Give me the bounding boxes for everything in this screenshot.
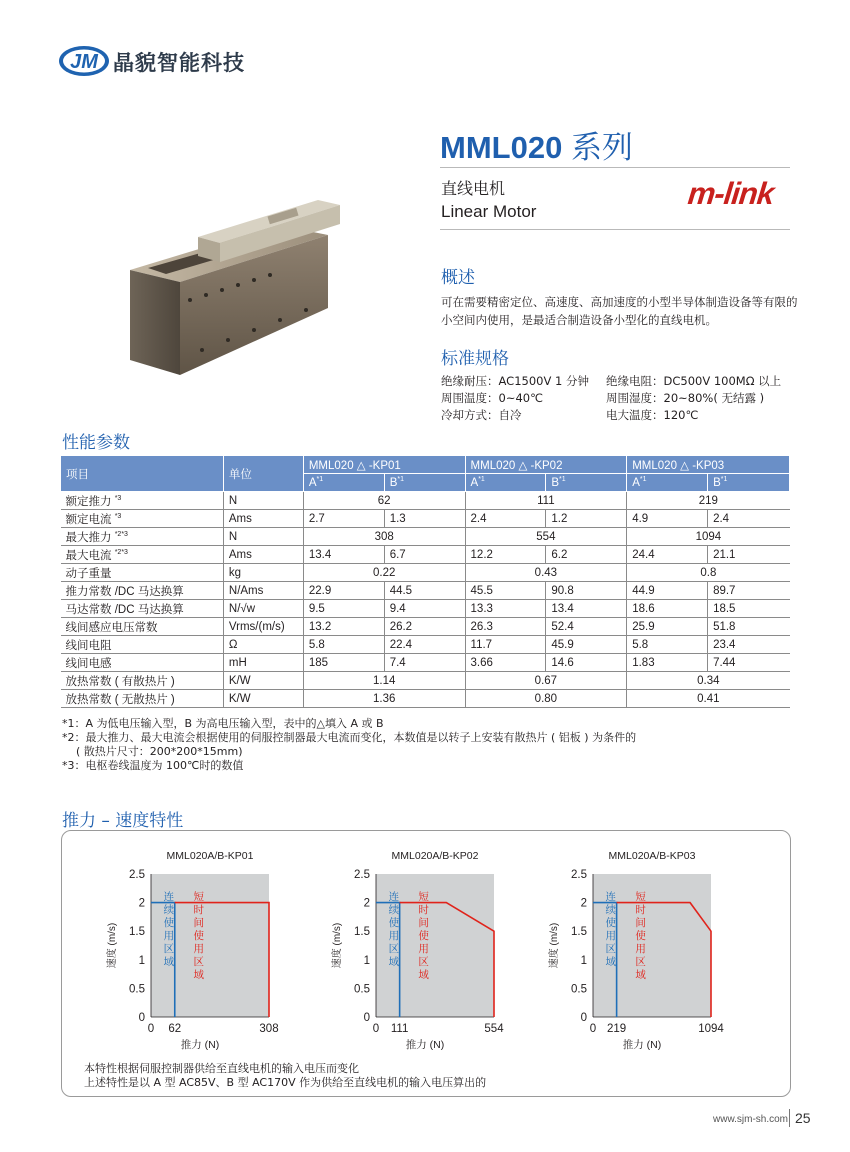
row-name: 线间感应电压常数 (65, 621, 158, 634)
y-tick-label: 1 (138, 954, 145, 967)
value-cell: 22.4 (384, 636, 465, 654)
company-name: 晶貌智能科技 (113, 51, 245, 75)
value-cell: 7.44 (708, 654, 790, 672)
y-tick-label: 0.5 (129, 983, 145, 996)
sub-header-note: *1 (639, 476, 647, 484)
table-row (61, 600, 790, 618)
note-line: ( 散热片尺寸：200*200*15mm) (62, 745, 243, 758)
note-line: *2：最大推力、最大电流会根据使用的伺服控制器最大电流而变化，本数值是以转子上安装有散热片 ( 铝板 ) 为条件的 (62, 731, 637, 744)
value-cell: 5.8 (303, 636, 384, 654)
value-cell: 4.9 (627, 510, 708, 528)
row-name: 最大推力 (65, 531, 112, 544)
value-cell: 0.41 (627, 690, 790, 708)
y-tick-label: 1 (363, 954, 370, 967)
table-row (61, 546, 790, 564)
row-name: 线间电阻 (65, 639, 112, 652)
value-cell: 51.8 (708, 618, 790, 636)
table-row (61, 654, 790, 672)
chart-note: 上述特性是以 A 型 AC85V、B 型 AC170V 作为供给至直线电机的输入电压算出的 (84, 1076, 487, 1089)
y-tick-label: 2 (363, 897, 370, 910)
table-row (61, 510, 790, 528)
y-tick-label: 1 (580, 954, 587, 967)
chart-title: MML020A/B-KP01 (166, 850, 254, 862)
value-cell: 21.1 (708, 546, 790, 564)
params-notes (62, 717, 636, 773)
y-tick-label: 1.5 (571, 926, 587, 939)
value-cell: 62 (303, 492, 465, 510)
row-note-ref: *3 (114, 512, 122, 520)
table-row (61, 618, 790, 636)
title-rule (440, 167, 790, 168)
unit-cell: N/√w (223, 600, 303, 618)
force-speed-chart (547, 850, 724, 1051)
sub-header-note: *1 (720, 476, 728, 484)
y-axis-label: 速度 (m/s) (332, 922, 343, 969)
row-name: 放热常数 ( 无散热片 ) (65, 693, 175, 706)
spec-item: 周围温度：0~40℃ (441, 391, 544, 405)
value-cell: 45.9 (546, 636, 627, 654)
svg-text:JM: JM (70, 51, 98, 73)
row-name-cell (61, 654, 224, 672)
value-cell: 13.4 (546, 600, 627, 618)
group-header: MML020 △ -KP03 (627, 456, 790, 474)
value-cell: 0.80 (465, 690, 627, 708)
row-name-cell (61, 564, 224, 582)
value-cell: 1094 (627, 528, 790, 546)
table-row (61, 492, 790, 510)
value-cell: 26.3 (465, 618, 546, 636)
value-cell: 7.4 (384, 654, 465, 672)
y-tick-label: 1.5 (354, 926, 370, 939)
value-cell: 6.2 (546, 546, 627, 564)
sub-header (465, 474, 546, 492)
y-tick-label: 0 (580, 1012, 587, 1024)
value-cell: 5.8 (627, 636, 708, 654)
unit-cell: K/W (223, 672, 303, 690)
note-line: *1：A 为低电压输入型，B 为高电压输入型，表中的△填入 A 或 B (62, 717, 384, 730)
unit-cell: Ams (223, 546, 303, 564)
continuous-region-label: 连续使用区域 (388, 891, 400, 968)
value-cell: 0.8 (627, 564, 790, 582)
row-name: 马达常数 /DC 马达换算 (65, 603, 184, 616)
y-tick-label: 0.5 (354, 983, 370, 996)
value-cell: 2.4 (465, 510, 546, 528)
sub-header-note: *1 (397, 476, 404, 484)
page-number: 25 (795, 1110, 811, 1126)
y-tick-label: 2.5 (571, 869, 587, 881)
sub-header-note: *1 (478, 476, 485, 484)
value-cell: 3.66 (465, 654, 546, 672)
col-item-header: 项目 (61, 456, 224, 492)
params-heading: 性能参数 (62, 433, 130, 453)
unit-cell: mH (223, 654, 303, 672)
chart-title: MML020A/B-KP02 (391, 850, 479, 862)
value-cell: 45.5 (465, 582, 546, 600)
y-axis-label: 速度 (m/s) (107, 922, 118, 969)
value-cell: 44.9 (627, 582, 708, 600)
x-tick-label: 111 (390, 1023, 409, 1035)
value-cell: 14.6 (546, 654, 627, 672)
spec-item: 绝缘耐压：AC1500V 1 分钟 (441, 374, 589, 388)
sub-header-label: B (551, 476, 560, 489)
value-cell: 219 (627, 492, 790, 510)
chart-title: MML020A/B-KP03 (608, 850, 696, 862)
spec-item: 绝缘电阻：DC500V 100MΩ 以上 (606, 374, 782, 388)
row-name: 放热常数 ( 有散热片 ) (65, 675, 175, 688)
value-cell: 18.5 (708, 600, 790, 618)
value-cell: 26.2 (384, 618, 465, 636)
unit-cell: Ω (223, 636, 303, 654)
series-model: MML020 (440, 130, 563, 165)
sub-header-note: *1 (316, 476, 324, 484)
subtitle-rule (440, 229, 790, 230)
value-cell: 89.7 (708, 582, 790, 600)
overview-text: 可在需要精密定位、高速度、高加速度的小型半导体制造设备等有限的小空间内使用，是最适合制造设备小型化的直线电机。 (441, 295, 798, 327)
short-time-region-label: 短时间使用区域 (635, 891, 646, 981)
short-time-region-label: 短时间使用区域 (193, 891, 205, 981)
sub-header (303, 474, 384, 492)
force-speed-chart (105, 850, 279, 1051)
series-suffix: 系列 (570, 130, 633, 165)
value-cell: 308 (303, 528, 465, 546)
force-speed-heading: 推力 – 速度特性 (62, 811, 184, 831)
value-cell: 185 (303, 654, 384, 672)
subtitle-cn: 直线电机 (441, 179, 506, 198)
value-cell: 0.67 (465, 672, 627, 690)
sub-header (546, 474, 627, 492)
table-row (61, 528, 790, 546)
value-cell: 1.14 (303, 672, 465, 690)
row-name: 动子重量 (65, 567, 112, 580)
row-note-ref: *2*3 (114, 548, 128, 556)
product-photo (118, 190, 348, 380)
brand-logo: m-link (686, 176, 776, 211)
value-cell: 44.5 (384, 582, 465, 600)
y-tick-label: 0 (363, 1012, 370, 1024)
row-note-ref: *3 (114, 494, 122, 502)
footer-url: www.sjm-sh.com (713, 1114, 789, 1125)
value-cell: 1.36 (303, 690, 465, 708)
spec-item: 电大温度：120℃ (606, 408, 699, 422)
value-cell: 23.4 (708, 636, 790, 654)
sub-header (708, 474, 790, 492)
sub-header-label: B (389, 476, 398, 489)
x-tick-label: 0 (372, 1023, 380, 1035)
sub-header-label: A (308, 476, 317, 489)
value-cell: 2.4 (708, 510, 790, 528)
chart-notes (84, 1062, 486, 1090)
continuous-region-label: 连续使用区域 (605, 891, 617, 968)
sub-header-label: A (632, 476, 640, 489)
value-cell: 0.34 (627, 672, 790, 690)
x-tick-label: 0 (589, 1023, 597, 1035)
x-tick-label: 0 (147, 1023, 155, 1035)
spec-item: 周围湿度：20~80%( 无结露 ) (606, 391, 765, 405)
value-cell: 13.4 (303, 546, 384, 564)
row-name: 额定电流 (65, 513, 112, 526)
value-cell: 24.4 (627, 546, 708, 564)
overview-heading: 概述 (441, 268, 475, 288)
table-row (61, 690, 790, 708)
y-tick-label: 2 (580, 897, 587, 910)
y-tick-label: 2.5 (129, 869, 145, 881)
value-cell: 0.22 (303, 564, 465, 582)
company-logo-icon (58, 44, 110, 78)
value-cell: 13.2 (303, 618, 384, 636)
table-row (61, 582, 790, 600)
x-axis-label: 推力 (N) (622, 1039, 662, 1051)
group-header: MML020 △ -KP01 (303, 456, 465, 474)
value-cell: 18.6 (627, 600, 708, 618)
row-name-cell (61, 618, 224, 636)
y-axis-label: 速度 (m/s) (549, 922, 560, 969)
value-cell: 22.9 (303, 582, 384, 600)
unit-cell: K/W (223, 690, 303, 708)
x-tick-label: 219 (607, 1023, 627, 1035)
sub-header (384, 474, 465, 492)
value-cell: 9.5 (303, 600, 384, 618)
chart-note: 本特性根据伺服控制器供给至直线电机的输入电压而变化 (84, 1062, 359, 1075)
value-cell: 111 (465, 492, 627, 510)
value-cell: 0.43 (465, 564, 627, 582)
y-tick-label: 0.5 (571, 983, 587, 996)
value-cell: 90.8 (546, 582, 627, 600)
row-name: 额定推力 (65, 495, 112, 508)
subtitle-en: Linear Motor (441, 202, 537, 221)
table-row (61, 636, 790, 654)
value-cell: 25.9 (627, 618, 708, 636)
row-name-cell (61, 690, 224, 708)
x-tick-label: 62 (168, 1023, 182, 1035)
sub-header (627, 474, 708, 492)
row-note-ref: *2*3 (114, 530, 128, 538)
unit-cell: N (223, 492, 303, 510)
table-row (61, 672, 790, 690)
row-name-cell (61, 636, 224, 654)
sub-header-note: *1 (559, 476, 566, 484)
row-name: 最大电流 (65, 549, 112, 562)
y-tick-label: 1.5 (129, 926, 145, 939)
x-axis-label: 推力 (N) (405, 1039, 445, 1051)
value-cell: 52.4 (546, 618, 627, 636)
y-tick-label: 2.5 (354, 869, 370, 881)
continuous-region-label: 连续使用区域 (163, 891, 175, 968)
unit-cell: kg (223, 564, 303, 582)
row-name: 推力常数 /DC 马达换算 (65, 585, 184, 598)
row-name: 线间电感 (65, 657, 112, 670)
value-cell: 554 (465, 528, 627, 546)
standard-heading: 标准规格 (441, 349, 509, 369)
value-cell: 13.3 (465, 600, 546, 618)
value-cell: 11.7 (465, 636, 546, 654)
value-cell: 2.7 (303, 510, 384, 528)
force-speed-charts (61, 830, 789, 1060)
value-cell: 9.4 (384, 600, 465, 618)
note-line: *3：电枢卷线温度为 100℃时的数值 (62, 759, 244, 772)
value-cell: 1.2 (546, 510, 627, 528)
value-cell: 6.7 (384, 546, 465, 564)
sub-header-label: A (470, 476, 479, 489)
params-table (60, 455, 790, 708)
value-cell: 12.2 (465, 546, 546, 564)
row-name-cell (61, 492, 224, 510)
x-tick-label: 1094 (698, 1023, 724, 1035)
row-name-cell (61, 528, 224, 546)
series-title (440, 122, 633, 167)
footer-divider (789, 1109, 790, 1127)
sub-header-label: B (713, 476, 721, 489)
unit-cell: N/Ams (223, 582, 303, 600)
table-row (61, 564, 790, 582)
group-header: MML020 △ -KP02 (465, 456, 627, 474)
col-unit-header: 单位 (223, 456, 303, 492)
row-name-cell (61, 672, 224, 690)
x-axis-label: 推力 (N) (180, 1039, 220, 1051)
row-name-cell (61, 546, 224, 564)
unit-cell: Ams (223, 510, 303, 528)
x-tick-label: 308 (259, 1023, 279, 1035)
x-tick-label: 554 (484, 1023, 504, 1035)
y-tick-label: 0 (138, 1012, 145, 1024)
y-tick-label: 2 (138, 897, 145, 910)
spec-item: 冷却方式：自冷 (441, 408, 522, 422)
unit-cell: Vrms/(m/s) (223, 618, 303, 636)
force-speed-chart (330, 850, 504, 1051)
value-cell: 1.83 (627, 654, 708, 672)
row-name-cell (61, 600, 224, 618)
unit-cell: N (223, 528, 303, 546)
row-name-cell (61, 510, 224, 528)
row-name-cell (61, 582, 224, 600)
value-cell: 1.3 (384, 510, 465, 528)
short-time-region-label: 短时间使用区域 (418, 891, 429, 981)
